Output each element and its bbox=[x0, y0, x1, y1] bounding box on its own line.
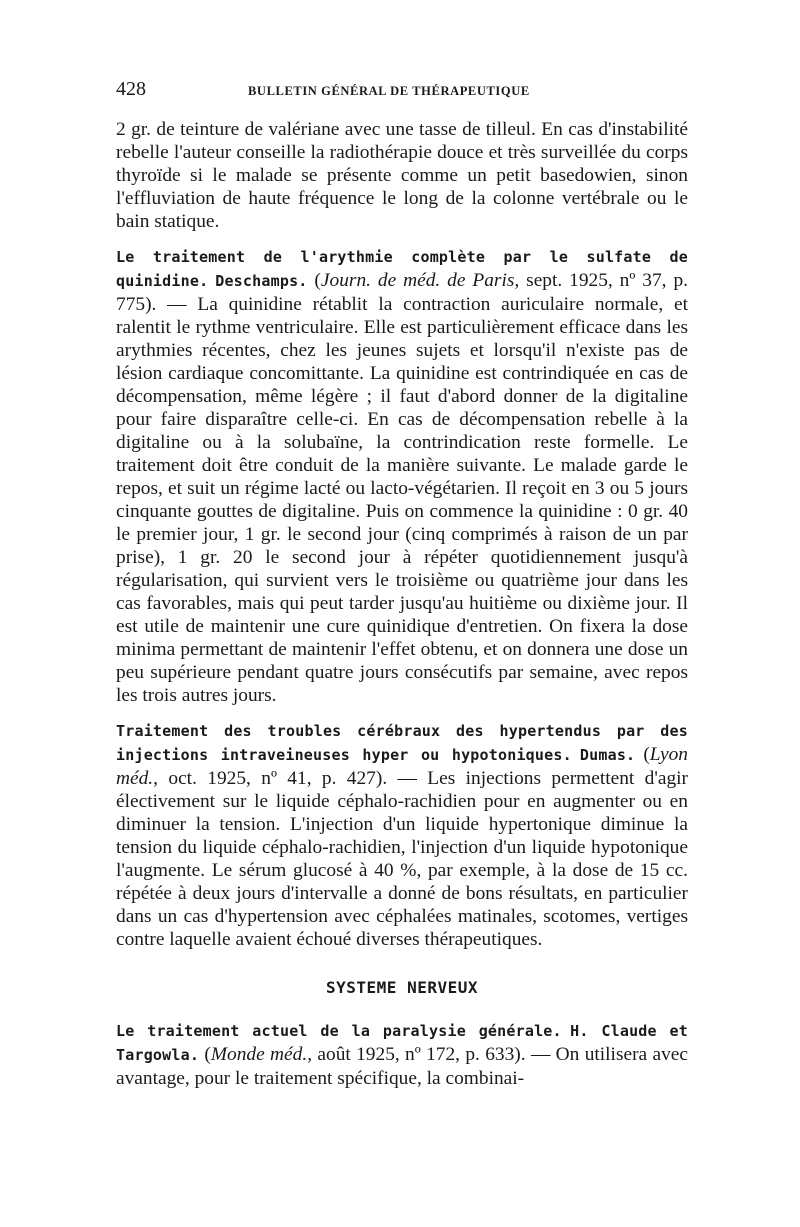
article-body: On utilisera avec avantage, pour le traitement spécifique, la combinai- bbox=[116, 1044, 688, 1089]
article-journal: Lyon méd., bbox=[116, 744, 688, 789]
article-body: La quinidine rétablit la contraction auriculaire normale, et ralentit le rythme ventriculaire. Elle est particulièrement efficace dans les arythmies récentes, chez les jeunes sujets et lorsqu'il n'existe pas de lésion cardiaque concomittante. La quinidine est contrindiquée en cas de décompensation, même légère ; il faut d'abord donner de la digitaline pour faire disparaître celle-ci. En cas de décompensation rebelle à la digitaline ou à la solubaïne, la contrindication reste formelle. Le traitement doit être conduit de la manière suivante. Le malade garde le repos, et suit un régime lacté ou lacto-végétarien. Il reçoit en 3 ou 5 jours cinquante gouttes de digitaline. Puis on commence la quinidine : 0 gr. 40 le premier jour, 1 gr. le second jour (cinq comprimés à raison de un par prise), 1 gr. 20 le second jour à répéter quotidiennement jusqu'à régularisation, qui survient vers le troisième ou quatrième jour dans les cas favorables, mais qui peut tarder jusqu'au huitième ou dixième jour. Il est utile de maintenir une cure quinidique d'entretien. On fixera la dose minima permettant de maintenir l'effet obtenu, et on donnera une dose un peu supérieure pendant quatre jours consécutifs par semaine, avec repos les trois autres jours. bbox=[116, 294, 688, 706]
page-header bbox=[116, 78, 688, 101]
article-author: Dumas. bbox=[579, 746, 636, 764]
article-journal: Journ. de méd. de Paris, bbox=[320, 270, 520, 291]
article-author: Deschamps. bbox=[215, 272, 308, 290]
running-title: BULLETIN GÉNÉRAL DE THÉRAPEUTIQUE bbox=[248, 84, 530, 98]
article-dumas: Traitement des troubles cérébraux des hypertendus par des injections intraveineuses hyper ou hypotoniques. Dumas. (Lyon méd., oct. 1925, nº 41, p. 427). — Les injections permettent d'agir électivement sur le liquide céphalo-rachidien pour en augmenter ou en diminuer la tension. L'injection d'un liquide hypertonique diminue la tension du liquide céphalo-rachidien, l'injection d'un liquide hypotonique l'augmente. Le sérum glucosé à 40 %, par exemple, à la dose de 15 cc. répétée à deux jours d'intervalle a donné de bons résultats, en particulier dans un cas d'hypertension avec céphalées matinales, scotomes, vertiges contre laquelle avaient échoué diverses thérapeutiques. bbox=[116, 722, 688, 950]
article-claude-targowla: Le traitement actuel de la paralysie générale. H. Claude et Targowla. (Monde méd., août 1925, nº 172, p. 633). — On utilisera avec avantage, pour le traitement spécifique, la combinai- bbox=[116, 1022, 688, 1089]
article-reference: oct. 1925, nº 41, p. 427). — bbox=[168, 768, 428, 789]
article-body: Les injections permettent d'agir électivement sur le liquide céphalo-rachidien pour en augmenter ou en diminuer la tension. L'injection d'un liquide hypertonique diminue la tension du liquide céphalo-rachidien, l'injection d'un liquide hypotonique l'augmente. Le sérum glucosé à 40 %, par exemple, à la dose de 15 cc. répétée à deux jours d'intervalle a donné de bons résultats, en particulier dans un cas d'hypertension avec céphalées matinales, scotomes, vertiges contre laquelle avaient échoué diverses thérapeutiques. bbox=[116, 768, 688, 950]
article-deschamps: Le traitement de l'arythmie complète par le sulfate de quinidine. Deschamps. (Journ. de méd. de Paris, sept. 1925, nº 37, p. 775). — La quinidine rétablit la contraction auriculaire normale, et ralentit le rythme ventriculaire. Elle est particulièrement efficace dans les arythmies récentes, chez les jeunes sujets et lorsqu'il n'existe pas de lésion cardiaque concomittante. La quinidine est contrindiquée en cas de décompensation, même légère ; il faut d'abord donner de la digitaline pour faire disparaître celle-ci. En cas de décompensation rebelle à la digitaline ou à la solubaïne, la contrindication reste formelle. Le traitement doit être conduit de la manière suivante. Le malade garde le repos, et suit un régime lacté ou lacto-végétarien. Il reçoit en 3 ou 5 jours cinquante gouttes de digitaline. Puis on commence la quinidine : 0 gr. 40 le premier jour, 1 gr. le second jour (cinq comprimés à raison de un par prise), 1 gr. 20 le second jour à répéter quotidiennement jusqu'à régularisation, qui survient vers le troisième ou quatrième jour dans les cas favorables, mais qui peut tarder jusqu'au huitième ou dixième jour. Il est utile de maintenir une cure quinidique d'entretien. On fixera la dose minima permettant de maintenir l'effet obtenu, et on donnera une dose un peu supérieure pendant quatre jours consécutifs par semaine, avec repos les trois autres jours. bbox=[116, 248, 688, 706]
section-heading: SYSTEME NERVEUX bbox=[326, 978, 478, 997]
article-author: H. Claude et Targowla. bbox=[116, 1022, 688, 1064]
article-heading: Traitement des troubles cérébraux des hypertendus par des injections intraveineuses hyper ou hypotoniques. bbox=[116, 722, 688, 764]
article-journal: Monde méd., bbox=[210, 1044, 313, 1065]
article-reference: août 1925, nº 172, p. 633). — bbox=[317, 1044, 556, 1065]
page-number: 428 bbox=[116, 78, 146, 100]
article-heading: Le traitement de l'arythmie complète par le sulfate de quinidine. bbox=[116, 248, 688, 290]
article-heading: Le traitement actuel de la paralysie générale. bbox=[116, 1022, 562, 1040]
page-body bbox=[116, 118, 688, 1090]
paragraph-continuation: 2 gr. de teinture de valériane avec une tasse de tilleul. En cas d'instabilité rebelle l'auteur conseille la radiothérapie douce et très surveillée du corps thyroïde si le malade se présente comme un petit basedowien, sinon l'effluviation de haute fréquence le long de la colonne vertébrale ou le bain statique. bbox=[116, 119, 688, 232]
article-reference: sept. 1925, nº 37, p. 775). — bbox=[116, 270, 688, 315]
